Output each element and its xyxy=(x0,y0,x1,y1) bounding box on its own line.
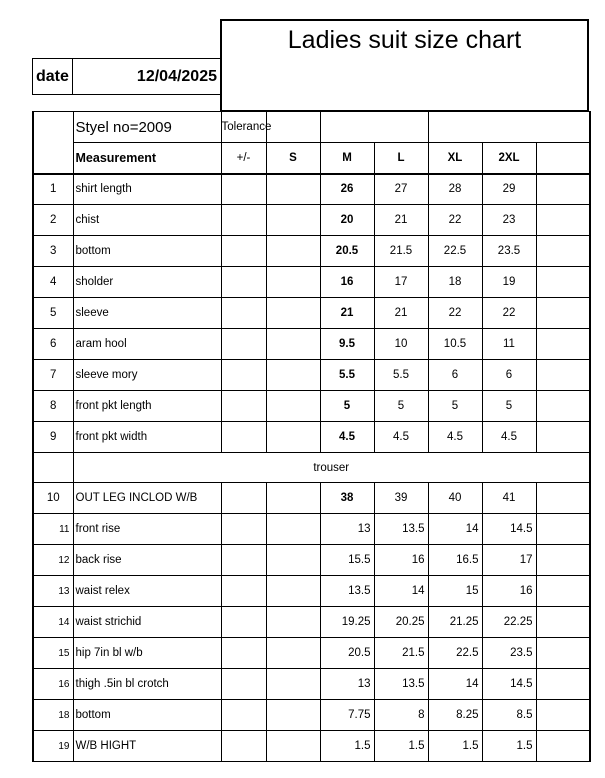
table-row xyxy=(33,236,590,267)
size-m-value: 13.5 xyxy=(320,576,374,607)
empty-cell xyxy=(33,453,73,483)
size-m-value: 9.5 xyxy=(320,329,374,360)
table-row xyxy=(33,731,590,762)
table-row xyxy=(33,360,590,391)
size-2xl-value: 22 xyxy=(482,298,536,329)
row-number: 16 xyxy=(33,669,73,700)
size-m-value: 38 xyxy=(320,483,374,514)
tolerance-cell xyxy=(221,267,266,298)
measurement-name: sholder xyxy=(73,267,221,298)
size-2xl-value: 6 xyxy=(482,360,536,391)
tolerance-cell xyxy=(221,545,266,576)
empty-cell xyxy=(536,143,590,174)
size-header-s: S xyxy=(266,143,320,174)
size-m-value: 1.5 xyxy=(320,731,374,762)
row-number: 4 xyxy=(33,267,73,298)
row-number: 5 xyxy=(33,298,73,329)
size-xl-value: 14 xyxy=(428,669,482,700)
table-row xyxy=(33,267,590,298)
measurement-name: thigh .5in bl crotch xyxy=(73,669,221,700)
row-number: 15 xyxy=(33,638,73,669)
size-xl-value: 14 xyxy=(428,514,482,545)
empty-cell xyxy=(536,422,590,453)
size-s-value xyxy=(266,360,320,391)
table-row xyxy=(33,174,590,205)
size-s-value xyxy=(266,236,320,267)
style-row xyxy=(33,112,590,143)
size-s-value xyxy=(266,576,320,607)
tolerance-label: Tolerance xyxy=(221,112,266,143)
tolerance-cell xyxy=(221,731,266,762)
size-m-value: 7.75 xyxy=(320,700,374,731)
empty-cell xyxy=(536,205,590,236)
size-m-value: 16 xyxy=(320,267,374,298)
measurement-name: waist strichid xyxy=(73,607,221,638)
empty-cell xyxy=(536,638,590,669)
size-l-value: 17 xyxy=(374,267,428,298)
empty-cell xyxy=(536,514,590,545)
size-s-value xyxy=(266,638,320,669)
size-header-xl: XL xyxy=(428,143,482,174)
size-2xl-value: 4.5 xyxy=(482,422,536,453)
row-number: 7 xyxy=(33,360,73,391)
measurement-name: back rise xyxy=(73,545,221,576)
size-2xl-value: 23.5 xyxy=(482,236,536,267)
row-number: 1 xyxy=(33,174,73,205)
row-number: 14 xyxy=(33,607,73,638)
size-s-value xyxy=(266,700,320,731)
corner-cell xyxy=(33,112,73,174)
size-m-value: 20.5 xyxy=(320,638,374,669)
tolerance-cell xyxy=(221,205,266,236)
size-xl-value: 22.5 xyxy=(428,638,482,669)
size-l-value: 4.5 xyxy=(374,422,428,453)
row-number: 3 xyxy=(33,236,73,267)
size-xl-value: 22 xyxy=(428,298,482,329)
header-row xyxy=(33,143,590,174)
empty-cell xyxy=(536,483,590,514)
table-row xyxy=(33,607,590,638)
table-row xyxy=(33,205,590,236)
empty-cell xyxy=(536,360,590,391)
measurement-name: OUT LEG INCLOD W/B xyxy=(73,483,221,514)
size-l-value: 21 xyxy=(374,298,428,329)
plus-minus-header: +/- xyxy=(221,143,266,174)
size-s-value xyxy=(266,607,320,638)
trouser-section-row xyxy=(33,453,590,483)
size-xl-value: 4.5 xyxy=(428,422,482,453)
row-number: 8 xyxy=(33,391,73,422)
size-m-value: 4.5 xyxy=(320,422,374,453)
size-m-value: 5 xyxy=(320,391,374,422)
tolerance-cell xyxy=(221,700,266,731)
size-2xl-value: 17 xyxy=(482,545,536,576)
size-xl-value: 40 xyxy=(428,483,482,514)
row-number: 13 xyxy=(33,576,73,607)
size-m-value: 20 xyxy=(320,205,374,236)
size-2xl-value: 14.5 xyxy=(482,669,536,700)
size-2xl-value: 11 xyxy=(482,329,536,360)
tolerance-cell xyxy=(221,391,266,422)
size-m-value: 5.5 xyxy=(320,360,374,391)
row-number: 10 xyxy=(33,483,73,514)
size-2xl-value: 22.25 xyxy=(482,607,536,638)
empty-cell xyxy=(428,112,590,143)
size-2xl-value: 8.5 xyxy=(482,700,536,731)
table-row xyxy=(33,422,590,453)
size-2xl-value: 1.5 xyxy=(482,731,536,762)
size-2xl-value: 29 xyxy=(482,174,536,205)
tolerance-cell xyxy=(221,576,266,607)
empty-cell xyxy=(536,545,590,576)
tolerance-cell xyxy=(221,360,266,391)
size-m-value: 19.25 xyxy=(320,607,374,638)
size-m-value: 13 xyxy=(320,669,374,700)
table-row xyxy=(33,576,590,607)
size-s-value xyxy=(266,205,320,236)
size-m-value: 21 xyxy=(320,298,374,329)
table-row xyxy=(33,669,590,700)
empty-cell xyxy=(320,112,428,143)
size-m-value: 26 xyxy=(320,174,374,205)
size-2xl-value: 14.5 xyxy=(482,514,536,545)
size-s-value xyxy=(266,174,320,205)
row-number: 9 xyxy=(33,422,73,453)
date-value: 12/04/2025 xyxy=(136,68,217,85)
empty-cell xyxy=(536,700,590,731)
style-no: Styel no=2009 xyxy=(73,112,221,143)
size-chart-table xyxy=(32,111,591,762)
tolerance-cell xyxy=(221,607,266,638)
size-2xl-value: 23 xyxy=(482,205,536,236)
tolerance-cell xyxy=(221,298,266,329)
tolerance-cell xyxy=(221,669,266,700)
size-s-value xyxy=(266,545,320,576)
date-label-cell xyxy=(33,59,73,94)
measurement-name: bottom xyxy=(73,700,221,731)
size-2xl-value: 41 xyxy=(482,483,536,514)
date-value-cell xyxy=(73,59,220,94)
tolerance-cell xyxy=(221,514,266,545)
size-s-value xyxy=(266,298,320,329)
size-l-value: 16 xyxy=(374,545,428,576)
row-number: 19 xyxy=(33,731,73,762)
measurement-name: front pkt width xyxy=(73,422,221,453)
measurement-name: aram hool xyxy=(73,329,221,360)
table-row xyxy=(33,483,590,514)
empty-cell xyxy=(536,236,590,267)
row-number: 18 xyxy=(33,700,73,731)
size-xl-value: 6 xyxy=(428,360,482,391)
measurement-name: W/B HIGHT xyxy=(73,731,221,762)
table-row xyxy=(33,700,590,731)
size-xl-value: 15 xyxy=(428,576,482,607)
table-row xyxy=(33,638,590,669)
empty-cell xyxy=(536,174,590,205)
tolerance-cell xyxy=(221,638,266,669)
size-l-value: 20.25 xyxy=(374,607,428,638)
size-2xl-value: 19 xyxy=(482,267,536,298)
empty-cell xyxy=(536,607,590,638)
table-row xyxy=(33,298,590,329)
size-l-value: 13.5 xyxy=(374,669,428,700)
size-l-value: 21.5 xyxy=(374,638,428,669)
empty-cell xyxy=(536,298,590,329)
measurement-name: waist relex xyxy=(73,576,221,607)
size-l-value: 21.5 xyxy=(374,236,428,267)
row-number: 6 xyxy=(33,329,73,360)
row-number: 11 xyxy=(33,514,73,545)
size-xl-value: 28 xyxy=(428,174,482,205)
title-box xyxy=(220,19,589,112)
table-row xyxy=(33,391,590,422)
empty-cell xyxy=(536,731,590,762)
size-s-value xyxy=(266,391,320,422)
date-box xyxy=(32,58,221,95)
size-l-value: 13.5 xyxy=(374,514,428,545)
tolerance-cell xyxy=(221,174,266,205)
measurement-name: shirt length xyxy=(73,174,221,205)
measurement-name: front pkt length xyxy=(73,391,221,422)
page-title: Ladies suit size chart xyxy=(287,26,522,54)
size-xl-value: 5 xyxy=(428,391,482,422)
size-s-value xyxy=(266,267,320,298)
measurement-header: Measurement xyxy=(73,143,221,174)
size-2xl-value: 16 xyxy=(482,576,536,607)
size-xl-value: 8.25 xyxy=(428,700,482,731)
tolerance-cell xyxy=(221,236,266,267)
table-row xyxy=(33,545,590,576)
empty-cell xyxy=(536,669,590,700)
size-l-value: 5.5 xyxy=(374,360,428,391)
measurement-name: hip 7in bl w/b xyxy=(73,638,221,669)
size-s-value xyxy=(266,329,320,360)
size-xl-value: 10.5 xyxy=(428,329,482,360)
size-s-value xyxy=(266,483,320,514)
row-number: 12 xyxy=(33,545,73,576)
empty-cell xyxy=(536,267,590,298)
tolerance-cell xyxy=(221,329,266,360)
date-label: date xyxy=(36,68,69,85)
trouser-section-title: trouser xyxy=(73,453,590,483)
size-m-value: 13 xyxy=(320,514,374,545)
table-row xyxy=(33,329,590,360)
size-s-value xyxy=(266,669,320,700)
size-xl-value: 1.5 xyxy=(428,731,482,762)
size-l-value: 10 xyxy=(374,329,428,360)
size-l-value: 21 xyxy=(374,205,428,236)
measurement-name: front rise xyxy=(73,514,221,545)
empty-cell xyxy=(536,329,590,360)
size-header-m: M xyxy=(320,143,374,174)
size-2xl-value: 5 xyxy=(482,391,536,422)
row-number: 2 xyxy=(33,205,73,236)
measurement-name: sleeve xyxy=(73,298,221,329)
size-2xl-value: 23.5 xyxy=(482,638,536,669)
size-l-value: 14 xyxy=(374,576,428,607)
empty-cell xyxy=(536,391,590,422)
empty-cell xyxy=(536,576,590,607)
size-m-value: 15.5 xyxy=(320,545,374,576)
size-s-value xyxy=(266,514,320,545)
size-xl-value: 16.5 xyxy=(428,545,482,576)
size-xl-value: 22.5 xyxy=(428,236,482,267)
measurement-name: sleeve mory xyxy=(73,360,221,391)
size-l-value: 1.5 xyxy=(374,731,428,762)
size-xl-value: 21.25 xyxy=(428,607,482,638)
size-header-l: L xyxy=(374,143,428,174)
tolerance-cell xyxy=(221,483,266,514)
size-l-value: 39 xyxy=(374,483,428,514)
tolerance-cell xyxy=(221,422,266,453)
size-l-value: 27 xyxy=(374,174,428,205)
size-xl-value: 22 xyxy=(428,205,482,236)
size-l-value: 8 xyxy=(374,700,428,731)
size-header-2xl: 2XL xyxy=(482,143,536,174)
size-m-value: 20.5 xyxy=(320,236,374,267)
size-s-value xyxy=(266,422,320,453)
table-row xyxy=(33,514,590,545)
measurement-name: chist xyxy=(73,205,221,236)
size-l-value: 5 xyxy=(374,391,428,422)
size-s-value xyxy=(266,731,320,762)
measurement-name: bottom xyxy=(73,236,221,267)
size-xl-value: 18 xyxy=(428,267,482,298)
empty-cell xyxy=(266,112,320,143)
